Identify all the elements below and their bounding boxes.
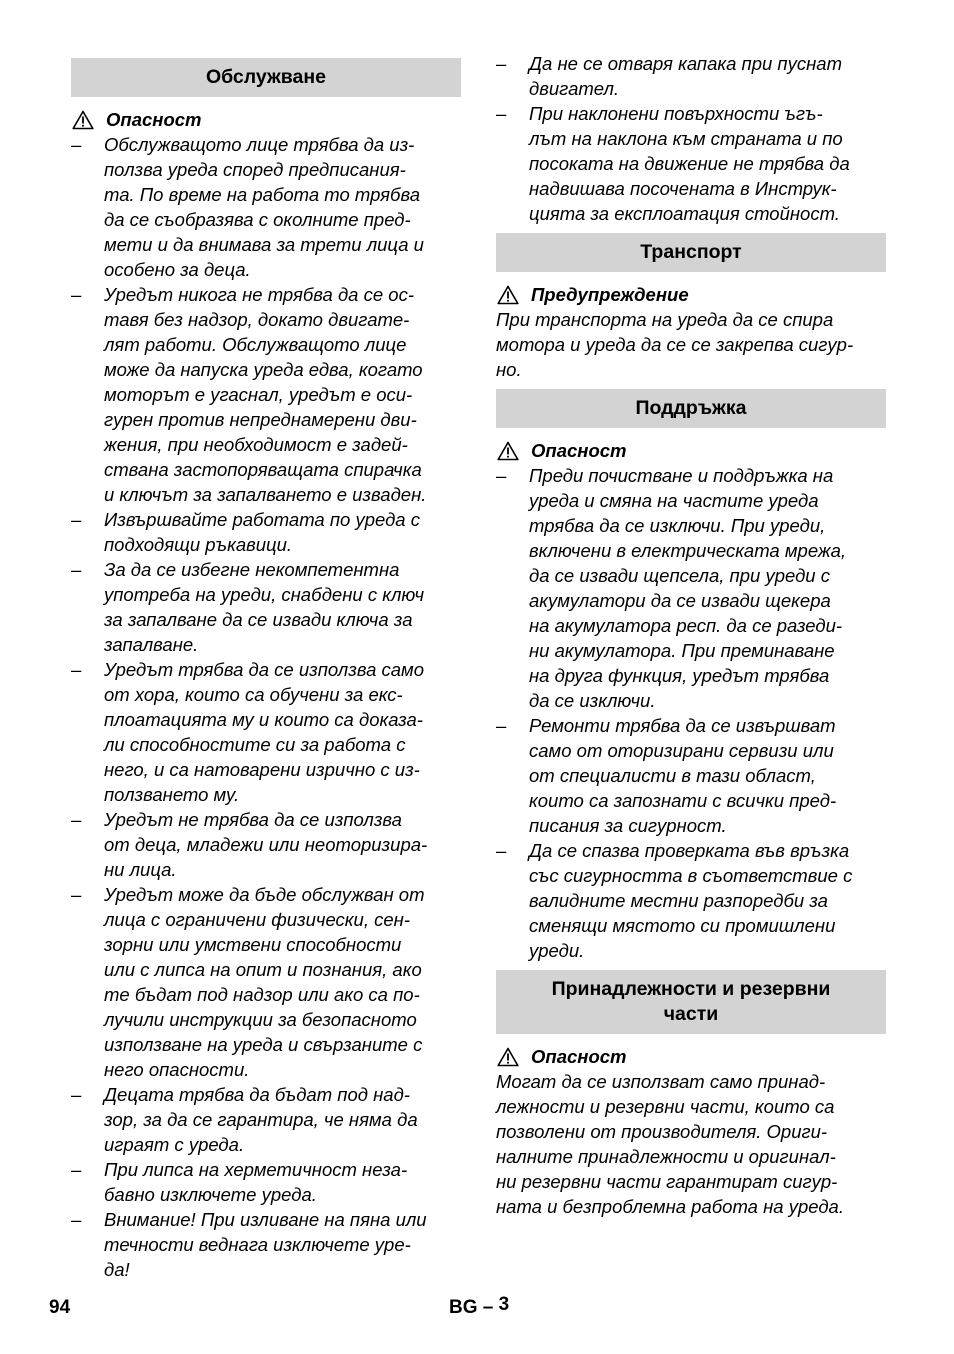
section-title-transport: Транспорт xyxy=(496,233,886,272)
list-item xyxy=(71,557,461,657)
list-item xyxy=(71,1082,461,1157)
bullet-dash: – xyxy=(71,659,82,680)
list-item xyxy=(496,101,886,226)
bullet-dash: – xyxy=(496,53,507,74)
list-item-text: При липса на херметичност неза- бавно изключете уреда. xyxy=(104,1159,408,1205)
list-item-text: Внимание! При изливане на пяна или течности веднага изключете уре- да! xyxy=(104,1209,427,1280)
footer-language-page xyxy=(449,1294,510,1319)
footer-sub-page: 3 xyxy=(498,1294,510,1315)
list-item-text: Преди почистване и поддръжка на уреда и смяна на частите уреда трябва да се изключи. При уреди, включени в електрическата мрежа, да се извади щепсела, при уреди с акумулатори да се извади щекера на акумулатора респ. да се разеди- ни акумулатора. При преминаване на друга функция, уредът трябва да се изключи. xyxy=(529,465,847,711)
list-item xyxy=(71,882,461,1082)
list-item-text: За да се избегне некомпетентна употреба на уреди, снабдени с ключ за запалване да се извади ключа за запалване. xyxy=(104,559,425,655)
operation-list xyxy=(71,132,461,1282)
warning-triangle-icon xyxy=(497,441,519,461)
list-item xyxy=(496,713,886,838)
footer-lang: BG xyxy=(449,1297,478,1318)
warning-label-text: Опасност xyxy=(106,109,202,130)
danger-label-accessories xyxy=(496,1044,886,1069)
bullet-dash: – xyxy=(496,465,507,486)
section-title-accessories: Принадлежности и резервни части xyxy=(496,970,886,1034)
section-title-operation: Обслужване xyxy=(71,58,461,97)
list-item xyxy=(71,507,461,557)
list-item xyxy=(71,657,461,807)
warning-triangle-icon xyxy=(497,1047,519,1067)
bullet-dash: – xyxy=(71,884,82,905)
left-column xyxy=(71,58,461,1282)
bullet-dash: – xyxy=(71,284,82,305)
list-item-text: Да се спазва проверката във връзка със сигурността в съответствие с валидните местни разпоредби за сменящи мястото си промишлени уреди. xyxy=(529,840,853,961)
bullet-dash: – xyxy=(496,840,507,861)
maintenance-list xyxy=(496,463,886,963)
list-item xyxy=(71,282,461,507)
bullet-dash: – xyxy=(71,134,82,155)
bullet-dash: – xyxy=(496,715,507,736)
transport-text: При транспорта на уреда да се спира мотора и уреда да се се закрепва сигур- но. xyxy=(496,309,854,380)
list-item-text: Уредът никога не трябва да се ос- тавя без надзор, докато двигате- лят работи. Обслужващото лице може да напуска уреда едва, когато моторът е угаснал, уредът е оси- гурен против непреднамерени дви- жения, при необходимост е задей- ствана застопоряващата спирачка и ключът за запалването е изваден. xyxy=(104,284,427,505)
bullet-dash: – xyxy=(71,509,82,530)
right-column xyxy=(496,51,886,1219)
warning-label-text: Предупреждение xyxy=(531,284,689,305)
list-item xyxy=(71,132,461,282)
operation-list-continued xyxy=(496,51,886,226)
list-item-text: Уредът може да бъде обслужван от лица с ограничени физически, сен- зорни или умствени способности или с липса на опит и познания, ако те бъдат под надзор или ако са по- лучили инструкции за безопасното използване на уреда и свързаните с него опасности. xyxy=(104,884,425,1080)
list-item xyxy=(496,51,886,101)
bullet-dash: – xyxy=(71,559,82,580)
list-item xyxy=(71,807,461,882)
footer-dash: – xyxy=(482,1297,494,1318)
warning-triangle-icon xyxy=(497,285,519,305)
list-item-text: Обслужващото лице трябва да из- ползва уреда според предписания- та. По време на работа то трябва да се съобразява с околните пред- мети и да внимава за трети лица и особено за деца. xyxy=(104,134,424,280)
warning-label-transport xyxy=(496,282,886,307)
list-item-text: Децата трябва да бъдат под над- зор, за да се гарантира, че няма да играят с уреда. xyxy=(104,1084,418,1155)
page-number: 94 xyxy=(49,1297,71,1318)
list-item-text: Ремонти трябва да се извършват само от оторизирани сервизи или от специалисти в тази област, които са запознати с всички пред- писания за сигурност. xyxy=(529,715,837,836)
warning-label-text: Опасност xyxy=(531,440,627,461)
section-title-maintenance: Поддръжка xyxy=(496,389,886,428)
list-item-text: Уредът не трябва да се използва от деца, младежи или неоторизира- ни лица. xyxy=(104,809,428,880)
accessories-text: Могат да се използват само принад- лежности и резервни части, които са позволени от производителя. Ориги- налните принадлежности и оригинал- ни резервни части гарантират сигур- ната и безпроблемна работа на уреда. xyxy=(496,1071,844,1217)
bullet-dash: – xyxy=(71,1209,82,1230)
list-item-text: Извършвайте работата по уреда с подходящи ръкавици. xyxy=(104,509,420,555)
list-item-text: Да не се отваря капака при пуснат двигател. xyxy=(529,53,842,99)
list-item-text: Уредът трябва да се използва само от хора, които са обучени за екс- плоатацията му и които са доказа- ли способностите си за работа с него, и са натоварени изрично с из- ползването му. xyxy=(104,659,425,805)
bullet-dash: – xyxy=(71,809,82,830)
list-item xyxy=(496,463,886,713)
bullet-dash: – xyxy=(71,1159,82,1180)
bullet-dash: – xyxy=(496,103,507,124)
bullet-dash: – xyxy=(71,1084,82,1105)
list-item xyxy=(496,838,886,963)
list-item-text: При наклонени повърхности ъгъ- лът на наклона към страната и по посоката на движение не трябва да надвишава посочената в Инструк- цията за експлоатация стойност. xyxy=(529,103,850,224)
warning-triangle-icon xyxy=(72,110,94,130)
warning-label-text: Опасност xyxy=(531,1046,627,1067)
list-item xyxy=(71,1207,461,1282)
list-item xyxy=(71,1157,461,1207)
danger-label-operation xyxy=(71,107,461,132)
danger-label-maintenance xyxy=(496,438,886,463)
